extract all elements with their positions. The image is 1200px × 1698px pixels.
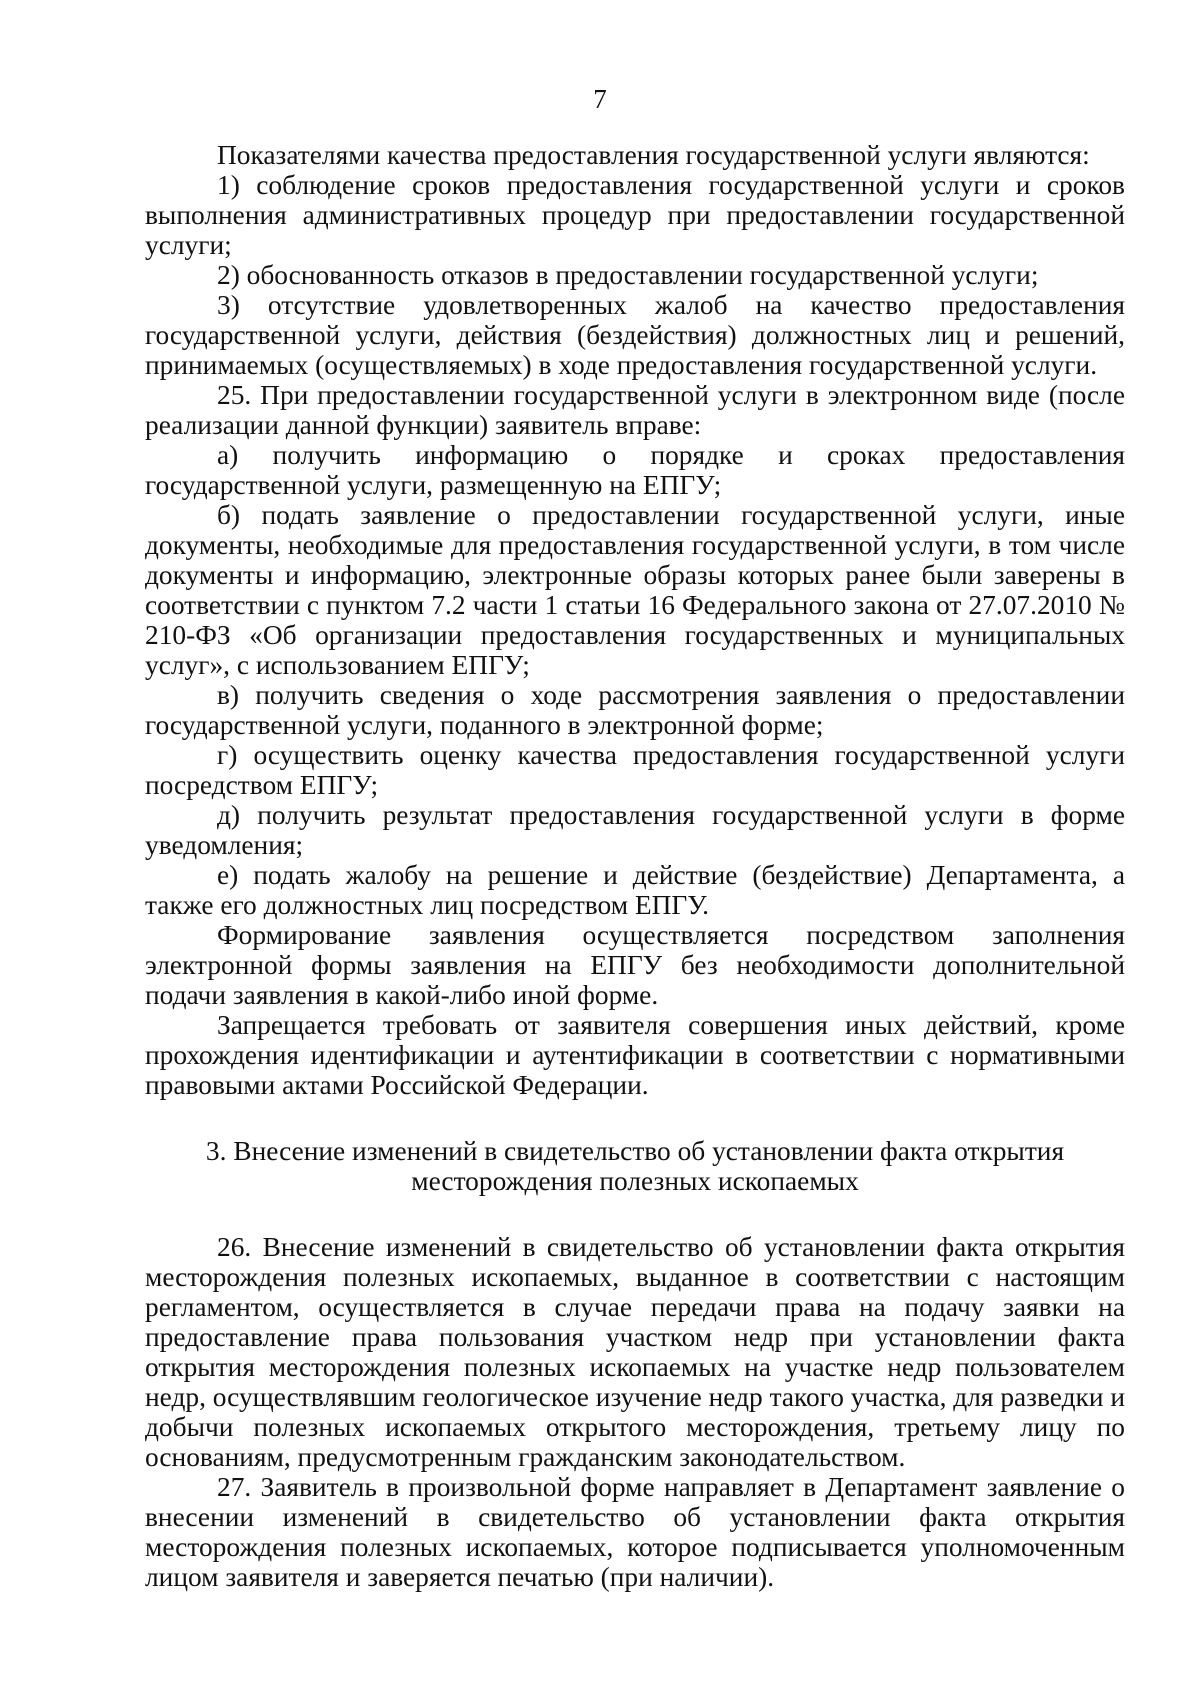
paragraph: 2) обоснованность отказов в предоставлении государственной услуги; — [217, 260, 1039, 290]
paragraph: б) подать заявление о предоставлении государственной услуги, иные документы, необходимые для предоставления государственной услуги, в том числе документы и информацию, электронные образы которых ранее были заверены в соответствии с пунктом 7.2 части 1 статьи 16 Федерального закона от 27.07.2010 № 210-ФЗ «Об организации предоставления государственных и муниципальных услуг», с использованием ЕПГУ; — [145, 500, 1125, 680]
document-body — [145, 140, 1125, 1592]
paragraph: д) получить результат предоставления государственной услуги в форме уведомления; — [145, 800, 1125, 860]
section-heading — [145, 1136, 1125, 1196]
paragraph: Показателями качества предоставления государственной услуги являются: — [217, 140, 1090, 170]
paragraph: а) получить информацию о порядке и сроках предоставления государственной услуги, размещенную на ЕПГУ; — [145, 440, 1125, 500]
paragraph: Формирование заявления осуществляется посредством заполнения электронной формы заявления на ЕПГУ без необходимости дополнительной подачи заявления в какой-либо иной форме. — [145, 920, 1125, 1010]
paragraph: 27. Заявитель в произвольной форме направляет в Департамент заявление о внесении изменений в свидетельство об установлении факта открытия месторождения полезных ископаемых, которое подписывается уполномоченным лицом заявителя и заверяется печатью (при наличии). — [145, 1472, 1125, 1592]
paragraph: в) получить сведения о ходе рассмотрения заявления о предоставлении государственной услуги, поданного в электронной форме; — [145, 680, 1125, 740]
paragraph: Запрещается требовать от заявителя совершения иных действий, кроме прохождения идентификации и аутентификации в соответствии с нормативными правовыми актами Российской Федерации. — [145, 1010, 1125, 1100]
paragraph: 3) отсутствие удовлетворенных жалоб на качество предоставления государственной услуги, действия (бездействия) должностных лиц и решений, принимаемых (осуществляемых) в ходе предоставления государственной услуги. — [145, 290, 1125, 380]
paragraph: 25. При предоставлении государственной услуги в электронном виде (после реализации данной функции) заявитель вправе: — [145, 380, 1125, 440]
paragraph: г) осуществить оценку качества предоставления государственной услуги посредством ЕПГУ; — [145, 740, 1125, 800]
page-number: 7 — [593, 84, 607, 114]
section-heading-line-1: 3. Внесение изменений в свидетельство об установлении факта открытия — [205, 1136, 1065, 1166]
section-heading-line-2: месторождения полезных ископаемых — [411, 1166, 859, 1196]
paragraph: е) подать жалобу на решение и действие (бездействие) Департамента, а также его должностных лиц посредством ЕПГУ. — [145, 860, 1125, 920]
paragraph: 1) соблюдение сроков предоставления государственной услуги и сроков выполнения административных процедур при предоставлении государственной услуги; — [145, 170, 1125, 260]
paragraph: 26. Внесение изменений в свидетельство об установлении факта открытия месторождения полезных ископаемых, выданное в соответствии с настоящим регламентом, осуществляется в случае передачи права на подачу заявки на предоставление права пользования участком недр при установлении факта открытия месторождения полезных ископаемых на участке недр пользователем недр, осуществлявшим геологическое изучение недр такого участка, для разведки и добычи полезных ископаемых открытого месторождения, третьему лицу по основаниям, предусмотренным гражданским законодательством. — [145, 1232, 1125, 1472]
